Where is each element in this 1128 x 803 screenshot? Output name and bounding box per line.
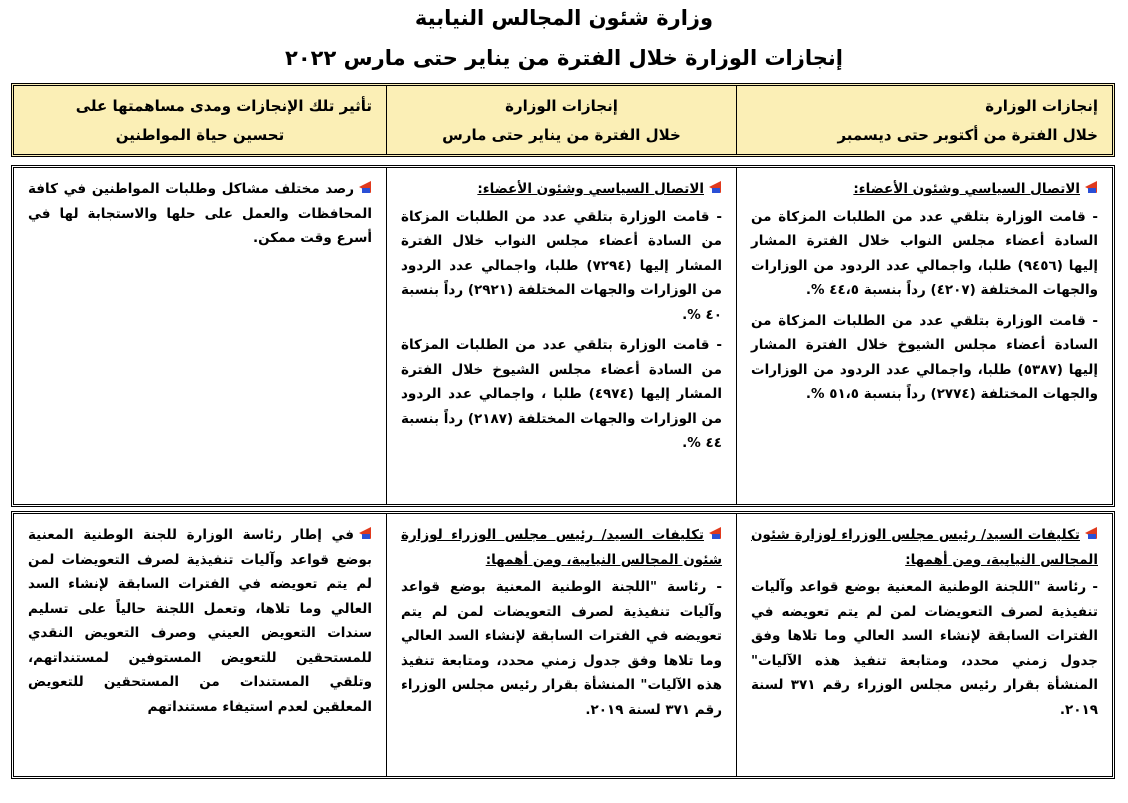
table-cell [737,168,1112,504]
table-row [11,511,1115,779]
column-header-line: تأثير تلك الإنجازات ومدى مساهمتها على [75,97,372,115]
cell-paragraph: - قامت الوزارة بتلقي عدد من الطلبات المزكاة من السادة أعضاء مجلس النواب خلال الفترة المشار إليها (٧٢٩٤) طلبا، واجمالي عدد الردود من الوزارات والجهات المختلفة (٢٩٢١) رداً بنسبة ٤٠ %. [401,208,722,323]
table-cell [737,514,1112,776]
table-cell [387,168,737,504]
cell-heading: الاتصال السياسي وشئون الأعضاء: [751,177,1098,202]
bullet-arrow-icon [709,527,722,540]
table-header [11,83,1115,157]
column-header-line: تحسين حياة المواطنين [115,126,285,144]
cell-paragraph: - رئاسة "اللجنة الوطنية المعنية بوضع قواعد وآليات تنفيذية لصرف التعويضات لمن لم يتم تعويضه في الفترات السابقة لإنشاء السد العالي وما تلاها وفق جدول زمني محدد، ومتابعة تنفيذ هذه الآليات" المنشأة بقرار رئيس مجلس الوزراء رقم ٣٧١ لسنة ٢٠١٩. [751,579,1098,718]
document-subtitle: إنجازات الوزارة خلال الفترة من يناير حتى مارس ٢٠٢٢ [285,46,843,70]
bullet-arrow-icon [709,181,722,194]
column-header-jan-mar [387,86,737,154]
table-cell [14,514,387,776]
bullet-arrow-icon [359,181,372,194]
cell-paragraph: رصد مختلف مشاكل وطلبات المواطنين في كافة المحافظات والعمل على حلها والاستجابة لها في أسرع وقت ممكن. [28,181,372,246]
cell-heading: تكليفات السيد/ رئيس مجلس الوزراء لوزارة شئون المجالس النيابية، ومن أهمها: [751,527,1098,568]
column-header-oct-dec [737,86,1112,154]
column-header-line: خلال الفترة من يناير حتى مارس [442,126,681,144]
column-header-line: إنجازات الوزارة [505,97,618,115]
cell-paragraph: - قامت الوزارة بتلقي عدد من الطلبات المزكاة من السادة أعضاء مجلس الشيوخ خلال الفترة المشار إليها (٤٩٧٤) طلبا ، واجمالي عدد الردود من الوزارات والجهات المختلفة (٢١٨٧) رداً بنسبة ٤٤ %. [401,337,722,451]
cell-heading: تكليفات السيد/ رئيس مجلس الوزراء لوزارة شئون المجالس النيابية، ومن أهمها: [401,527,722,568]
table-cell [387,514,737,776]
cell-paragraph: في إطار رئاسة الوزارة للجنة الوطنية المعنية بوضع قواعد وآليات تنفيذية لصرف التعويضات لمن لم يتم تعويضه في الفترات السابقة لإنشاء السد العالي وما تلاها، وتعمل اللجنة حالياً على تسليم سندات التعويض العيني وصرف التعويض النقدي للمستحقين للتعويض المستوفين لمستنداتهم، وتلقي المستندات من المستحقين للتعويض المعلقين لعدم استيفاء مستنداتهم [28,527,372,715]
column-header-line: إنجازات الوزارة [985,97,1098,115]
cell-paragraph: - قامت الوزارة بتلقي عدد من الطلبات المزكاة من السادة أعضاء مجلس النواب خلال الفترة المشار إليها (٩٤٥٦) طلبا، واجمالي عدد الردود من الوزارات والجهات المختلفة (٤٢٠٧) رداً بنسبة ٤٤،٥ %. [751,208,1098,298]
bullet-arrow-icon [359,527,372,540]
table-row [11,165,1115,507]
document-title: وزارة شئون المجالس النيابية [414,6,714,30]
bullet-arrow-icon [1085,181,1098,194]
cell-paragraph: - رئاسة "اللجنة الوطنية المعنية بوضع قواعد وآليات تنفيذية لصرف التعويضات لمن لم يتم تعويضه في الفترات السابقة لإنشاء السد العالي وما تلاها وفق جدول زمني محدد، ومتابعة تنفيذ هذه الآليات" المنشأة بقرار رئيس مجلس الوزراء رقم ٣٧١ لسنة ٢٠١٩. [401,579,722,718]
table-cell [14,168,387,504]
column-header-impact [14,86,387,154]
column-header-line: خلال الفترة من أكتوبر حتى ديسمبر [837,126,1098,144]
cell-heading: الاتصال السياسي وشئون الأعضاء: [401,177,722,202]
bullet-arrow-icon [1085,527,1098,540]
cell-paragraph: - قامت الوزارة بتلقي عدد من الطلبات المزكاة من السادة أعضاء مجلس الشيوخ خلال الفترة المشار إليها (٥٣٨٧) طلبا، واجمالي عدد الردود من الوزارات والجهات المختلفة (٢٧٧٤) رداً بنسبة ٥١،٥ %. [751,312,1098,402]
